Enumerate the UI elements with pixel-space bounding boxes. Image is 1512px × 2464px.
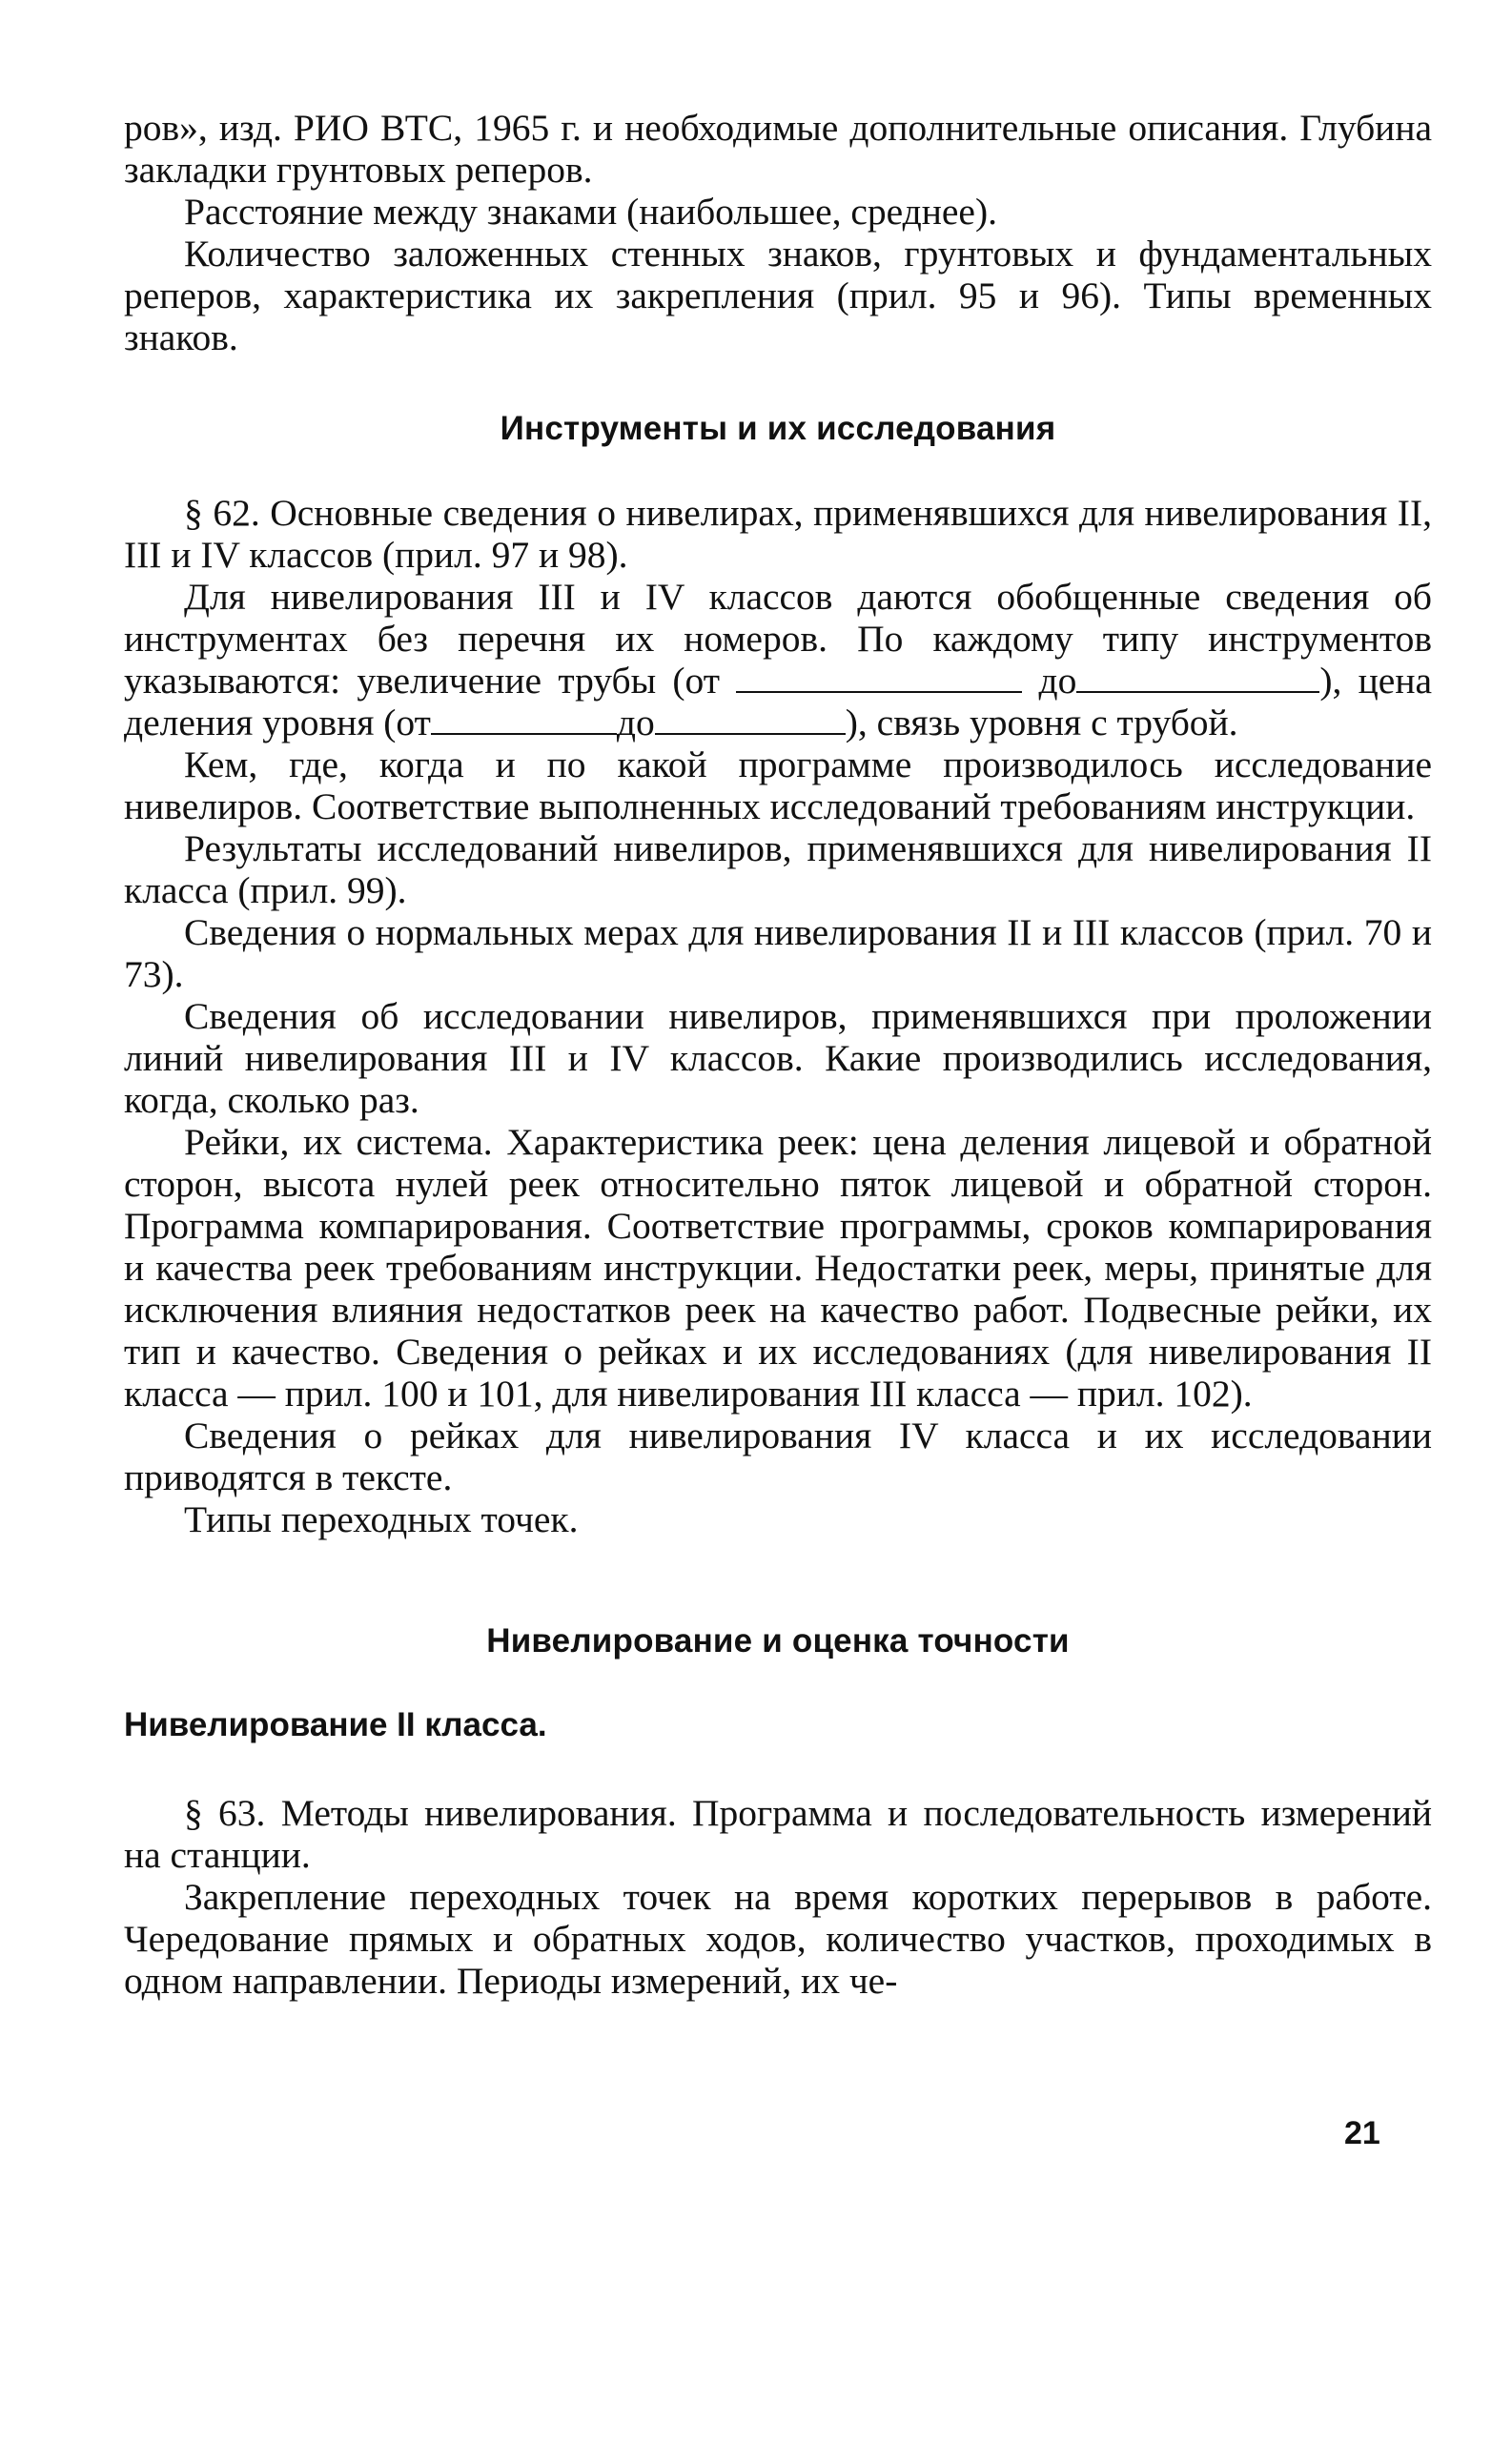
paragraph-marks-count: Количество заложенных стенных знаков, грунтовых и фундаментальных реперов, характеристика их закрепления (прил. 95 и 96). Типы временных знаков. — [124, 233, 1432, 358]
subsection-heading-class-ii: Нивелирование II класса. — [124, 1706, 547, 1743]
paragraph-section-63: § 63. Методы нивелирования. Программа и последовательность измерений на станции. — [124, 1792, 1432, 1876]
paragraph-who-investigated: Кем, где, когда и по какой программе производилось исследование нивелиров. Соответствие выполненных исследований требованиям инструкции. — [124, 743, 1432, 827]
form-text-2: до — [1038, 660, 1077, 702]
paragraph-fixing-points: Закрепление переходных точек на время коротких перерывов в работе. Чередование прямых и обратных ходов, количество участков, проходимых в одном направлении. Периоды измерений, их че- — [124, 1876, 1432, 2002]
blank-line-level-to — [655, 704, 846, 735]
paragraph-distance: Расстояние между знаками (наибольшее, среднее). — [184, 191, 997, 233]
form-text-5: ), связь уровня с трубой. — [845, 702, 1238, 743]
form-text-4: до — [616, 702, 655, 743]
form-text-1: Для нивелирования III и IV классов даются обобщенные сведения об инструментах без перечня их номеров. По каждому типу инструментов указываются: увеличение трубы (от — [124, 576, 1432, 702]
paragraph-section-62: § 62. Основные сведения о нивелирах, применявшихся для нивелирования II, III и IV классов (прил. 97 и 98). — [124, 492, 1432, 576]
paragraph-turning-points: Типы переходных точек. — [184, 1498, 579, 1540]
page-number: 21 — [1344, 2115, 1380, 2151]
paragraph-investigation-info: Сведения об исследовании нивелиров, применявшихся при проложении линий нивелирования III и IV классов. Какие производились исследования, когда, сколько раз. — [124, 995, 1432, 1121]
paragraph-staffs: Рейки, их система. Характеристика реек: цена деления лицевой и обратной сторон, высота нулей реек относительно пяток лицевой и обратной сторон. Программа компарирования. Соответствие программы, сроков компарирования и качества реек требованиям инструкции. Недостатки реек, меры, принятые для исключения влияния недостатков реек на качество работ. Подвесные рейки, их тип и качество. Сведения о рейках и их исследованиях (для нивелирования II класса — прил. 100 и 101, для нивелирования III класса — прил. 102). — [124, 1121, 1432, 1415]
paragraph-staffs-class-iv: Сведения о рейках для нивелирования IV класса и их исследовании приводятся в тексте. — [124, 1415, 1432, 1498]
paragraph-normal-measures: Сведения о нормальных мерах для нивелирования II и III классов (прил. 70 и 73). — [124, 911, 1432, 995]
blank-line-level-from — [431, 704, 617, 735]
blank-line-magnification-from — [736, 662, 1022, 693]
paragraph-instruments-form — [124, 576, 1432, 743]
paragraph-continuation: ров», изд. РИО ВТС, 1965 г. и необходимые дополнительные описания. Глубина закладки грунтовых реперов. — [124, 107, 1432, 191]
paragraph-results: Результаты исследований нивелиров, применявшихся для нивелирования II класса (прил. 99). — [124, 827, 1432, 911]
page-body — [124, 107, 1432, 2002]
section-heading-levelling: Нивелирование и оценка точности — [486, 1622, 1070, 1660]
blank-line-magnification-to — [1076, 662, 1319, 693]
form-text-3: ), цена деления уровня (от — [124, 660, 1432, 743]
section-heading-instruments: Инструменты и их исследования — [500, 410, 1056, 447]
